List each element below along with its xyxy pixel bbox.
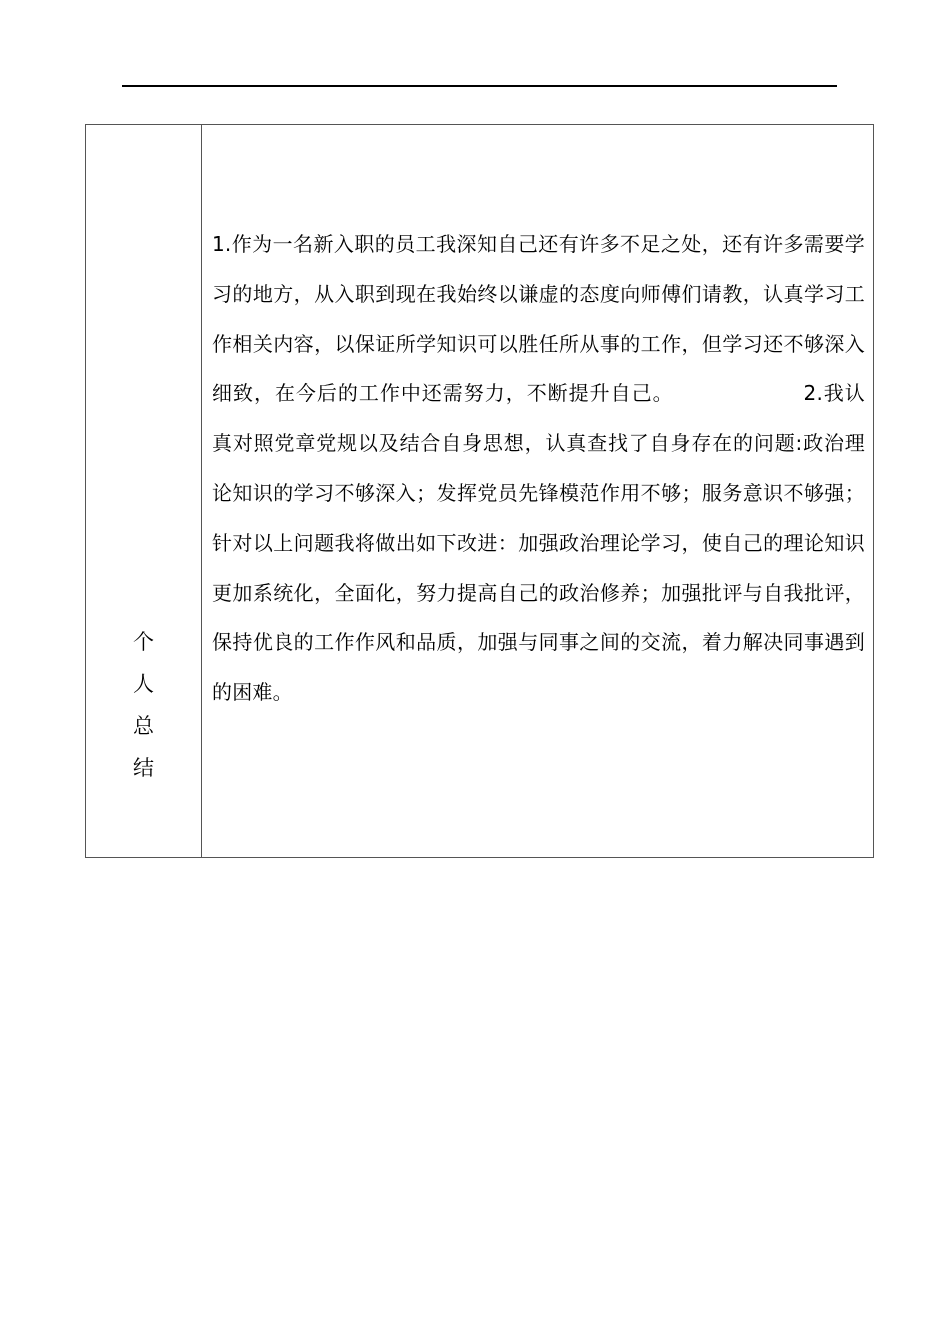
content-cell — [202, 125, 873, 857]
summary-paragraph-2: 2.我认真对照党章党规以及结合自身思想，认真查找了自身存在的问题:政治理论知识的学习不够深入；发挥党员先锋模范作用不够；服务意识不够强；针对以上问题我将做出如下改进：加强政治理论学习，使自己的理论知识更加系统化，全面化，努力提高自己的政治修养；加强批评与自我批评，保持优良的工作作风和品质，加强与同事之间的交流，着力解决同事遇到的困难。 — [212, 381, 865, 705]
label-char-2: 人 — [133, 672, 154, 696]
label-cell — [86, 125, 202, 857]
label-char-1: 个 — [133, 630, 154, 654]
label-char-3: 总 — [133, 714, 154, 738]
summary-paragraph-1: 1.作为一名新入职的员工我深知自己还有许多不足之处，还有许多需要学习的地方，从入职到现在我始终以谦虚的态度向师傅们请教，认真学习工作相关内容，以保证所学知识可以胜任所从事的工作，但学习还不够深入细致，在今后的工作中还需努力，不断提升自己。 — [212, 232, 865, 406]
label-stack — [86, 621, 201, 789]
personal-summary-table — [85, 124, 874, 858]
header-rule — [122, 85, 837, 87]
label-char-4: 结 — [133, 756, 154, 780]
summary-text — [212, 220, 865, 718]
